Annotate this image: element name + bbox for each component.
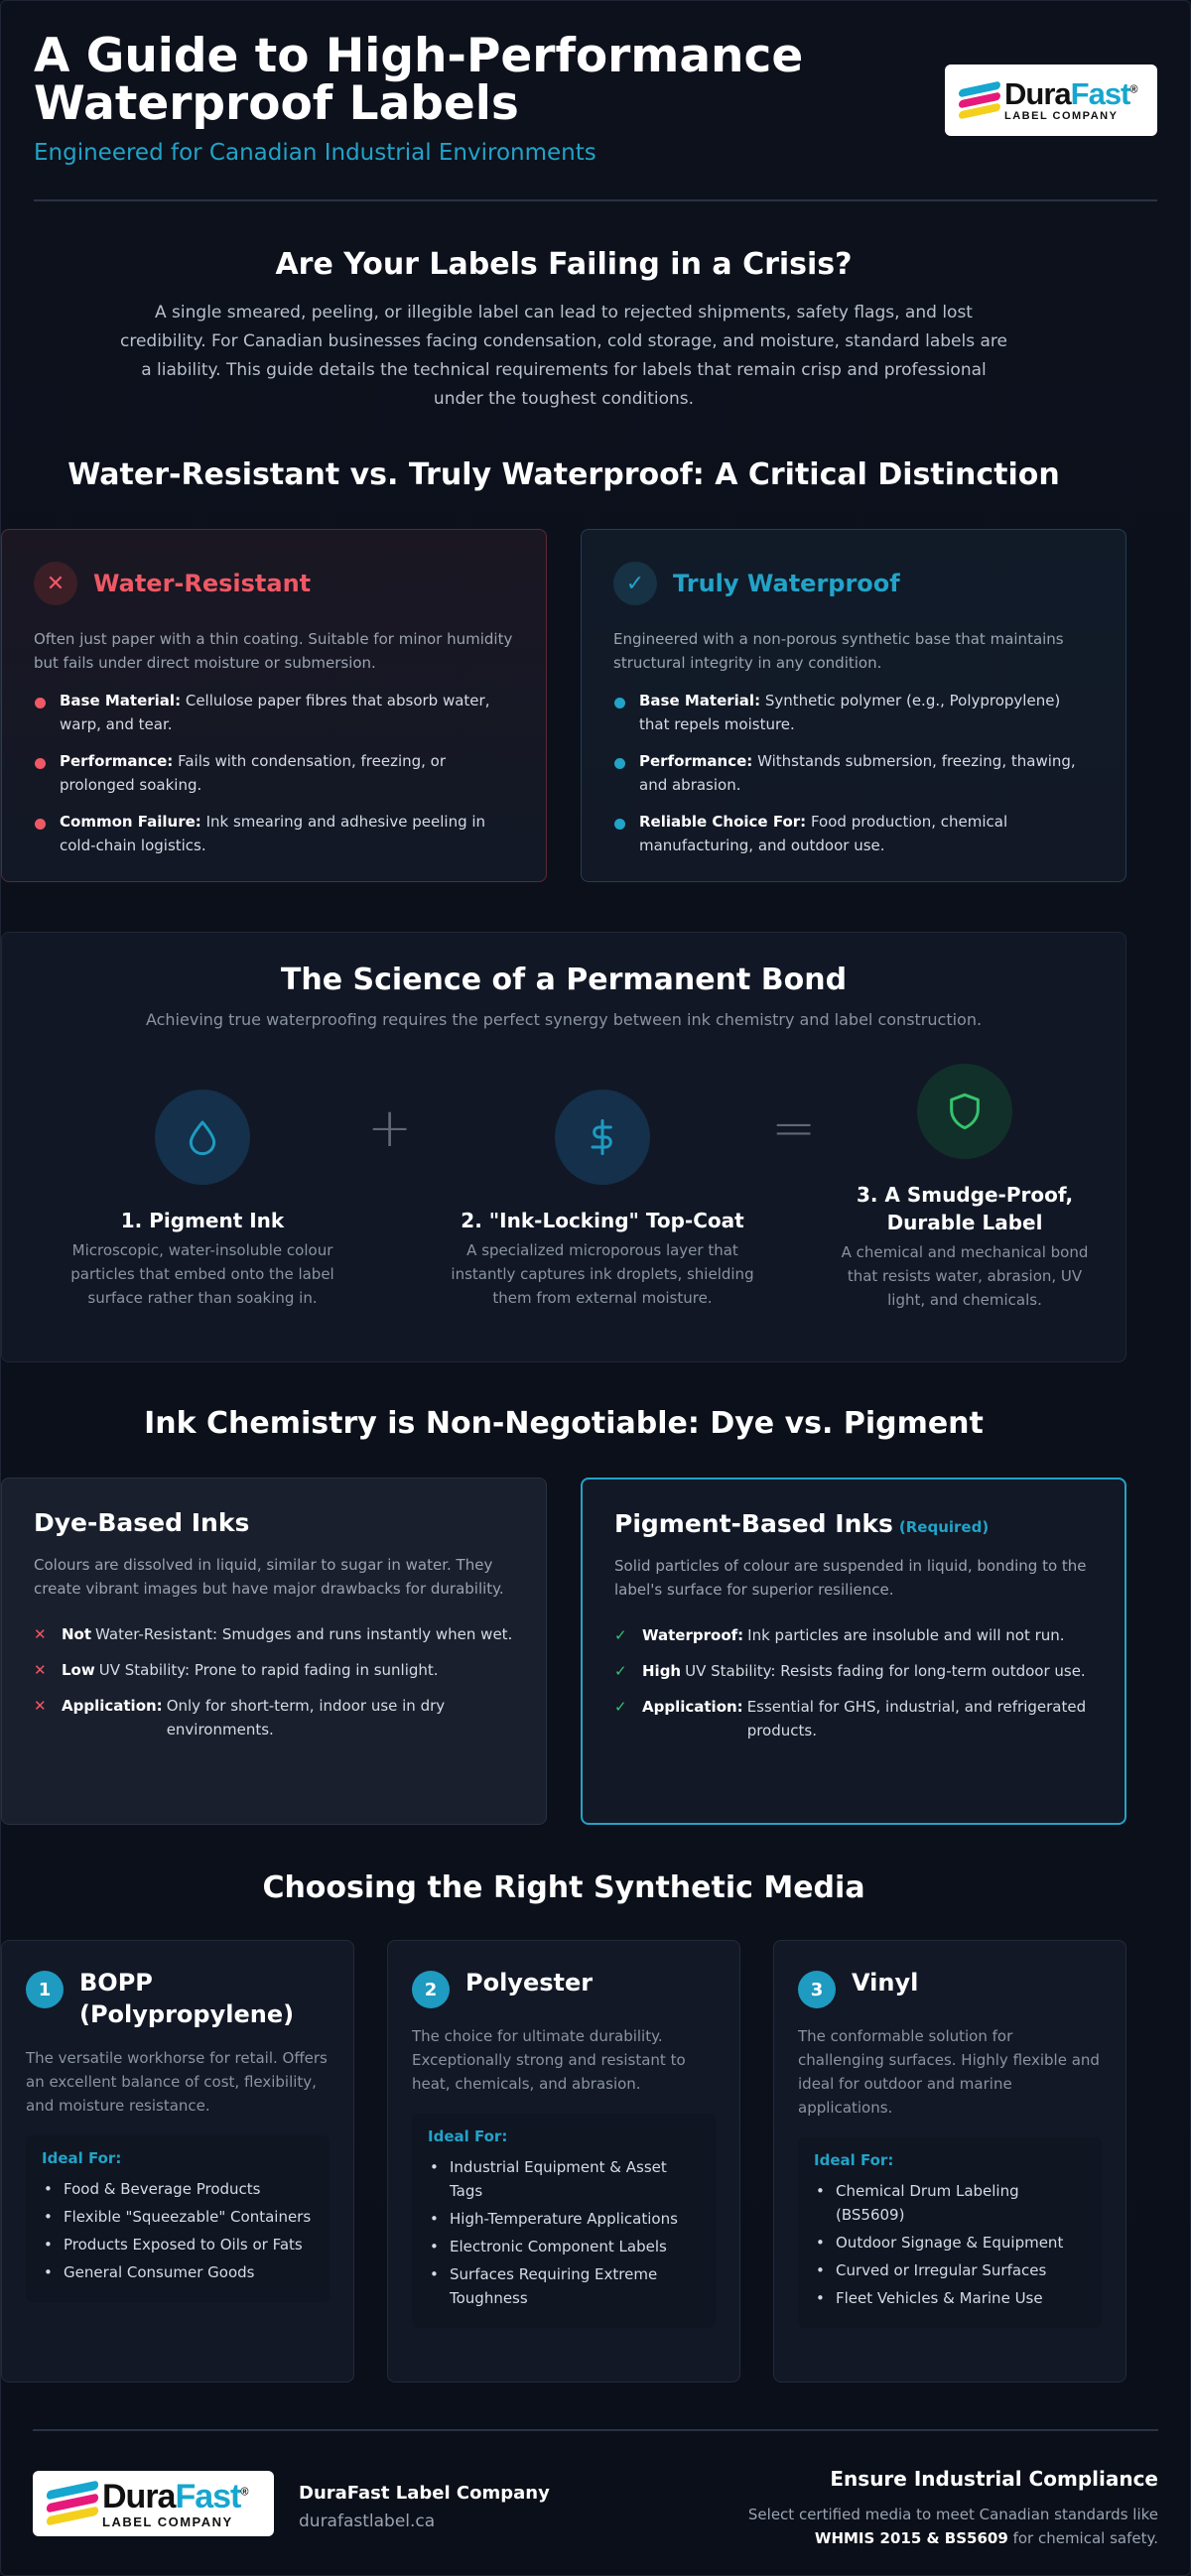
list-item: • High-Temperature Applications [428,2207,700,2231]
step-title: 1. Pigment Ink [120,1209,285,1232]
list-item: Common Failure: Ink smearing and adhesive peeling in cold-chain logistics. [34,810,514,857]
brand-logo [945,64,1157,136]
ideal-for-label: Ideal For: [428,2127,508,2145]
step-title: 2. "Ink-Locking" Top-Coat [461,1209,744,1232]
list-item: • Curved or Irregular Surfaces [814,2258,1086,2282]
list-item: ✓ Application: Essential for GHS, industrial, and refrigerated products. [614,1695,1093,1742]
logo-word-dura: Dura [102,2477,176,2515]
water-resistant-card [1,529,547,882]
crisis-body: A single smeared, peeling, or illegible label can lead to rejected shipments, safety flags, and lost credibility. For Canadian businesses facing condensation, cold storage, and moisture, standard labels are a liability. This guide details the technical requirements for labels that remain crisp and professional under the toughest conditions. [120,303,1007,409]
list-item: ✕ Low UV Stability: Prone to rapid fading in sunlight. [34,1658,514,1682]
list-item: Performance: Withstands submersion, freezing, thawing, and abrasion. [613,749,1094,797]
media-card-bopp [1,1940,354,2383]
dye-desc: Colours are dissolved in liquid, similar to sugar in water. They create vibrant images but have major drawbacks for durability. [34,1556,504,1598]
media-card-desc: The conformable solution for challenging surfaces. Highly flexible and ideal for outdoor and marine applications. [798,2027,1100,2117]
list-item: • Fleet Vehicles & Marine Use [814,2286,1086,2310]
list-item: • Surfaces Requiring Extreme Toughness [428,2262,700,2310]
header [34,1,1157,201]
step-desc: A specialized microporous layer that instantly captures ink droplets, shielding them from external moisture. [451,1241,754,1307]
media-card-desc: The versatile workhorse for retail. Offers an excellent balance of cost, flexibility, and moisture resistance. [26,2049,328,2115]
media-title: Choosing the Right Synthetic Media [262,1870,865,1905]
media-card-title: BOPP (Polypropylene) [79,1969,295,2028]
pigment-card [581,1478,1126,1825]
science-step-3 [826,1064,1104,1312]
plus-icon: + [367,1096,413,1159]
list-item: • Food & Beverage Products [42,2177,314,2201]
media-card-title: Vinyl [852,1969,919,1996]
waterproof-card [581,529,1126,882]
list-item: Base Material: Cellulose paper fibres that absorb water, warp, and tear. [34,689,514,736]
list-item: • Flexible "Squeezable" Containers [42,2205,314,2229]
science-title: The Science of a Permanent Bond [280,963,848,997]
footer-url-link[interactable]: durafastlabel.ca [299,2512,436,2531]
water-resistant-desc: Often just paper with a thin coating. Suitable for minor humidity but fails under direct moisture or submersion. [34,630,513,672]
ideal-for-label: Ideal For: [814,2151,894,2169]
ink-title: Ink Chemistry is Non-Negotiable: Dye vs. Pigment [144,1406,984,1441]
water-resistant-title: Water-Resistant [93,570,312,597]
x-icon: ✕ [34,1625,47,1643]
science-step-2 [434,1090,771,1310]
list-item: Base Material: Synthetic polymer (e.g., Polypropylene) that repels moisture. [613,689,1094,736]
list-item: • General Consumer Goods [42,2260,314,2284]
step-desc: Microscopic, water-insoluble colour particles that embed onto the label surface rather than soaking in. [70,1241,334,1307]
ideal-for-box [412,2114,716,2328]
x-icon: ✕ [34,562,77,605]
ideal-for-box [798,2137,1102,2328]
x-icon: ✕ [34,1697,47,1715]
list-item: • Products Exposed to Oils or Fats [42,2233,314,2256]
equals-icon: = [771,1096,817,1159]
comparison-title: Water-Resistant vs. Truly Waterproof: A Critical Distinction [67,457,1060,492]
ideal-for-box [26,2135,330,2302]
waterproof-desc: Engineered with a non-porous synthetic base that maintains structural integrity in any condition. [613,630,1064,672]
footer-logo [33,2471,274,2536]
science-section [1,932,1126,1362]
step-title: 3. A Smudge-Proof, Durable Label [856,1183,1074,1234]
science-step-1 [34,1090,371,1310]
shield-icon [917,1064,1012,1159]
dye-card [1,1478,547,1825]
check-icon: ✓ [613,562,657,605]
footer-cta-title: Ensure Industrial Compliance [830,2467,1158,2491]
number-badge: 3 [798,1971,836,2008]
logo-word-dura: Dura [1004,76,1071,111]
list-item: ✕ Not Water-Resistant: Smudges and runs instantly when wet. [34,1622,514,1646]
logo-trademark: ® [1129,83,1137,96]
list-item: ✕ Application: Only for short-term, indoor use in dry environments. [34,1694,514,1741]
waterproof-title: Truly Waterproof [673,570,900,597]
page-title: A Guide to High-Performance Waterproof Labels [34,29,804,131]
dye-title: Dye-Based Inks [34,1508,250,1537]
list-item: Performance: Fails with condensation, freezing, or prolonged soaking. [34,749,514,797]
media-card-polyester [387,1940,740,2383]
step-desc: A chemical and mechanical bond that resists water, abrasion, UV light, and chemicals. [841,1243,1089,1309]
list-item: • Chemical Drum Labeling (BS5609) [814,2179,1086,2227]
footer [33,2429,1158,2576]
footer-cta-text: Select certified media to meet Canadian standards like WHMIS 2015 & BS5609 for chemical safety. [747,2506,1158,2547]
media-card-vinyl [773,1940,1126,2383]
logo-word-fast: Fast [1070,76,1130,111]
logo-stripes-icon [959,81,1000,119]
list-item: ✓ Waterproof: Ink particles are insoluble and will not run. [614,1623,1093,1647]
logo-word-fast: Fast [175,2477,241,2515]
dollar-icon [555,1090,650,1185]
footer-company-name: DuraFast Label Company [299,2483,550,2504]
list-item: ✓ High UV Stability: Resists fading for long-term outdoor use. [614,1659,1093,1683]
list-item: • Electronic Component Labels [428,2235,700,2258]
logo-subtitle: LABEL COMPANY [1004,110,1119,122]
number-badge: 2 [412,1971,450,2008]
pigment-title: Pigment-Based Inks [614,1509,893,1538]
check-icon: ✓ [614,1698,627,1716]
list-item: Reliable Choice For: Food production, chemical manufacturing, and outdoor use. [613,810,1094,857]
media-card-title: Polyester [465,1969,594,1996]
number-badge: 1 [26,1971,64,2008]
science-subtitle: Achieving true waterproofing requires the perfect synergy between ink chemistry and label construction. [145,1010,983,1029]
check-icon: ✓ [614,1662,627,1680]
logo-subtitle: LABEL COMPANY [102,2513,233,2529]
pigment-desc: Solid particles of colour are suspended in liquid, bonding to the label's surface for superior resilience. [614,1557,1087,1599]
droplet-icon [155,1090,250,1185]
logo-stripes-icon [47,2482,98,2525]
check-icon: ✓ [614,1626,627,1644]
page-subtitle: Engineered for Canadian Industrial Environments [34,140,596,166]
x-icon: ✕ [34,1661,47,1679]
ideal-for-label: Ideal For: [42,2149,122,2167]
crisis-title: Are Your Labels Failing in a Crisis? [275,247,853,282]
list-item: • Industrial Equipment & Asset Tags [428,2155,700,2203]
logo-trademark: ® [240,2486,248,2499]
list-item: • Outdoor Signage & Equipment [814,2231,1086,2254]
media-card-desc: The choice for ultimate durability. Exceptionally strong and resistant to heat, chemicals, and abrasion. [412,2027,686,2093]
required-badge: (Required) [898,1518,990,1536]
